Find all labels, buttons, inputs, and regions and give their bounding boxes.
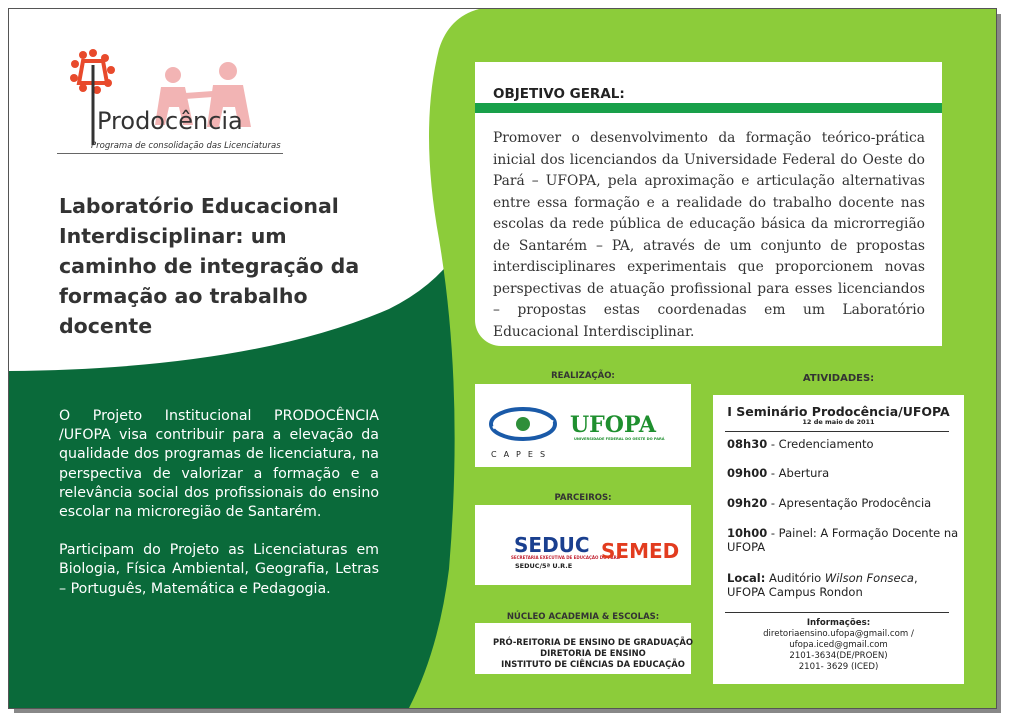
atividades-label: ATIVIDADES: bbox=[802, 373, 875, 384]
nucleo-line-3: INSTITUTO DE CIÊNCIAS DA EDUCAÇÃO bbox=[501, 659, 685, 669]
intro-paragraph-1: O Projeto Institucional PRODOCÊNCIA /UFOPA visa contribuir para a elevação da qualidade dos programas de licenciatura, na perspectiva de valorizar a formação e a relevância social dos profissionais do ensino escolar na microregião de Santarém. bbox=[59, 408, 379, 521]
flyer-page bbox=[8, 8, 997, 709]
activity-time: 10h00 bbox=[727, 526, 768, 540]
nucleo-line-2: DIRETORIA DE ENSINO bbox=[540, 648, 646, 658]
activity-location bbox=[727, 571, 959, 599]
parceiros-label: PARCEIROS: bbox=[554, 493, 612, 503]
realizacao-label: REALIZAÇÃO: bbox=[551, 371, 615, 381]
page-shadow-right bbox=[997, 14, 1001, 711]
activity-time: 09h20 bbox=[727, 496, 768, 510]
seduc-label: SEDUC/5ª U.R.E bbox=[515, 562, 573, 570]
info-line-2: ufopa.iced@gmail.com bbox=[789, 640, 888, 650]
info-line-1: diretoriaensino.ufopa@gmail.com / bbox=[763, 629, 914, 639]
logo-underline bbox=[57, 153, 283, 154]
nucleo-line-1: PRÓ-REITORIA DE ENSINO DE GRADUAÇÃO bbox=[492, 637, 694, 647]
nucleo-label: NÚCLEO ACADEMIA & ESCOLAS: bbox=[506, 612, 660, 622]
logo-subtitle: Programa de consolidação das Licenciaturas bbox=[91, 141, 281, 151]
activity-time: 08h30 bbox=[727, 437, 768, 451]
info-line-4: 2101- 3629 (ICED) bbox=[798, 662, 879, 672]
capes-text: CAPES bbox=[491, 450, 553, 459]
activity-desc: - Credenciamento bbox=[767, 437, 874, 451]
atividades-divider bbox=[725, 431, 949, 432]
nucleo-text bbox=[485, 637, 701, 670]
activity-time: 09h00 bbox=[727, 466, 768, 480]
location-pre: Auditório bbox=[765, 571, 825, 585]
location-post: , UFOPA Campus Rondon bbox=[727, 571, 918, 599]
activity-desc: - Abertura bbox=[767, 466, 830, 480]
ufopa-logo: UFOPA bbox=[570, 412, 656, 438]
info-heading: Informações: bbox=[806, 618, 871, 628]
semed-logo: SEMED bbox=[601, 539, 680, 563]
seduc-subtitle: SECRETARIA EXECUTIVA DE EDUCAÇÃO DO PARÁ bbox=[511, 555, 620, 560]
activity-item bbox=[727, 526, 959, 554]
info-line-3: 2101-3634(DE/PROEN) bbox=[789, 651, 888, 661]
seminar-title: I Seminário Prodocência/UFOPA bbox=[727, 404, 950, 419]
objective-bar bbox=[475, 103, 942, 113]
intro-text bbox=[59, 407, 379, 618]
objective-text: Promover o desenvolvimento da formação teórico-prática inicial dos licenciandos da Universidade Federal do Oeste do Pará – UFOPA, pela aproximação e articulação alternativas entre essa formação e a realidade do trabalho docente nas escolas da rede pública de educação básica da microrregião de Santarém – PA, através de um conjunto de propostas interdisciplinares experimentais que proporcionem novas perspectivas de atuação profissional para esses licenciandos – propostas estas coordenadas em um Laboratório Educacional Interdisciplinar. bbox=[493, 130, 925, 340]
activity-item bbox=[727, 496, 959, 510]
page-shadow-bottom bbox=[14, 709, 1001, 713]
info-divider bbox=[725, 612, 949, 613]
location-label: Local: bbox=[727, 571, 766, 585]
ufopa-subtitle: UNIVERSIDADE FEDERAL DO OESTE DO PARÁ bbox=[574, 437, 665, 441]
activity-item bbox=[727, 437, 959, 451]
seduc-logo: SEDUC bbox=[514, 533, 590, 557]
activity-desc: - Painel: A Formação Docente na UFOPA bbox=[727, 526, 959, 554]
logo-wordmark: Prodocência bbox=[97, 107, 243, 135]
activity-item bbox=[727, 466, 959, 480]
main-title: Laboratório Educacional Interdisciplinar: um caminho de integração da formação ao trabalho docente bbox=[59, 194, 360, 338]
location-name: Wilson Fonseca bbox=[824, 571, 914, 585]
activity-desc: - Apresentação Prodocência bbox=[767, 496, 932, 510]
intro-paragraph-2: Participam do Projeto as Licenciaturas em Biologia, Física Ambiental, Geografia, Letras – Português, Matemática e Pedagogia. bbox=[59, 542, 379, 597]
objective-heading: OBJETIVO GERAL: bbox=[493, 86, 625, 102]
seminar-date: 12 de maio de 2011 bbox=[802, 418, 875, 426]
